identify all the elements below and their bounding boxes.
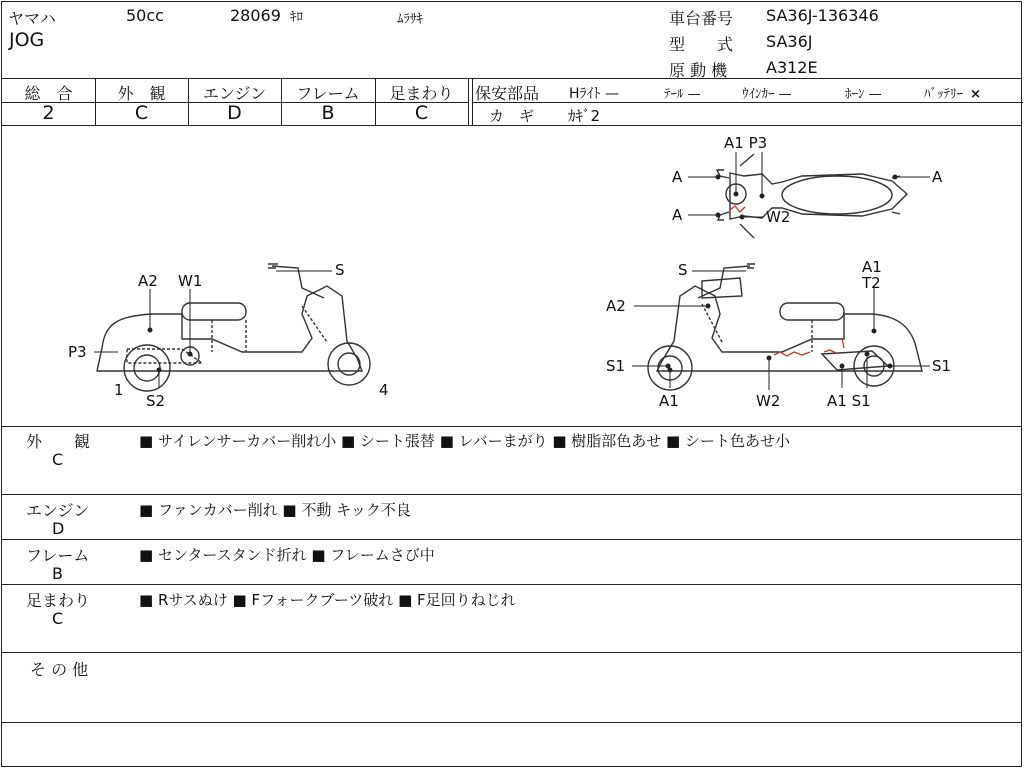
section-frame-label: フレーム	[26, 546, 90, 565]
displacement: 50cc	[126, 6, 164, 25]
divider	[2, 78, 1021, 79]
battery-mark: ×	[970, 87, 982, 102]
label-right-a1s1: A1 S1	[827, 392, 871, 410]
divider	[2, 426, 1021, 427]
engine-label: 原 動 機	[669, 61, 728, 80]
section-other-label: そ の 他	[30, 660, 89, 679]
section-exterior-label: 外 観	[26, 432, 91, 451]
divider	[2, 494, 1021, 495]
damage-mark-right-floor	[774, 352, 810, 356]
frame-grade: B	[321, 102, 335, 124]
overall-grade: 2	[42, 102, 55, 124]
section-suspension-grade: C	[52, 609, 64, 628]
key-value: ｶｷﾞ2	[568, 107, 601, 125]
section-exterior-text: ■ サイレンサーカバー削れ小 ■ シート張替 ■ レバーまがり ■ 樹脂部色あせ ■ シート色あせ小	[139, 432, 791, 450]
label-right-a1: A1	[862, 258, 882, 276]
divider	[468, 78, 469, 125]
label-right-s1-right: S1	[932, 357, 952, 375]
section-engine-text: ■ ファンカバー削れ ■ 不動 キック不良	[139, 501, 411, 519]
safety-winker: ｳｲﾝｶｰ —	[742, 87, 792, 102]
top-view	[717, 154, 907, 238]
divider	[2, 539, 1021, 540]
section-suspension-text: ■ Rサスぬけ ■ Fフォークブーツ破れ ■ F足回りねじれ	[139, 591, 516, 609]
section-frame-grade: B	[52, 564, 63, 583]
label-left-4: 4	[379, 381, 389, 399]
safety-battery-label: ﾊﾞｯﾃﾘｰ	[924, 87, 963, 102]
section-engine-grade: D	[52, 519, 65, 538]
maker: ヤマハ	[8, 9, 56, 28]
frame-grade-label: フレーム	[296, 84, 360, 103]
mileage-unit: ｷﾛ	[290, 10, 303, 25]
frame-no: SA36J-136346	[766, 6, 879, 25]
label-top-a-tl: A	[672, 168, 683, 186]
label-top-a1p3: A1 P3	[724, 134, 768, 152]
exterior-label: 外 観	[117, 84, 166, 103]
label-left-s2: S2	[146, 392, 166, 410]
label-right-s: S	[678, 261, 688, 279]
suspension-grade-label: 足まわり	[389, 84, 454, 103]
divider	[472, 102, 1023, 103]
divider	[2, 722, 1021, 723]
color: ﾑﾗｻｷ	[397, 12, 423, 27]
type-value: SA36J	[766, 32, 813, 51]
section-exterior-grade: C	[52, 450, 64, 469]
label-left-a2: A2	[138, 272, 158, 290]
label-top-a-r: A	[932, 168, 943, 186]
damage-marks	[730, 206, 844, 356]
safety-headlight: Hﾗｲﾄ —	[569, 86, 619, 102]
right-side-view	[648, 264, 922, 390]
label-left-p3: P3	[68, 343, 87, 361]
section-suspension-label: 足まわり	[26, 591, 91, 610]
mileage-value: 28069	[230, 6, 281, 25]
mileage	[230, 6, 303, 25]
label-left-1: 1	[114, 381, 124, 399]
label-top-w2: W2	[766, 208, 791, 226]
label-top-a-bl: A	[672, 206, 683, 224]
divider	[2, 584, 1021, 585]
label-right-t2: T2	[862, 274, 881, 292]
engine-grade: D	[227, 102, 242, 124]
safety-parts-label: 保安部品	[475, 84, 540, 103]
frame-no-label: 車台番号	[669, 9, 734, 28]
engine-grade-label: エンジン	[202, 84, 267, 103]
key-label: カ ギ	[489, 107, 535, 125]
engine-value: A312E	[766, 58, 818, 77]
label-right-a2: A2	[606, 297, 626, 315]
suspension-grade: C	[414, 102, 429, 124]
exterior-grade: C	[134, 102, 149, 124]
overall-label: 総 合	[24, 84, 73, 103]
type-label: 型 式	[669, 35, 734, 54]
section-engine-label: エンジン	[26, 501, 90, 520]
safety-horn: ﾎｰﾝ —	[845, 87, 882, 102]
inspection-sheet	[1, 1, 1022, 767]
safety-battery	[924, 83, 981, 102]
label-left-s: S	[335, 261, 345, 279]
damage-mark-right-cover	[824, 350, 836, 353]
label-right-s1-left: S1	[606, 357, 626, 375]
label-right-w2: W2	[756, 392, 781, 410]
divider	[472, 78, 473, 125]
divider	[2, 652, 1021, 653]
model-name: JOG	[9, 29, 45, 51]
section-frame-text: ■ センタースタンド折れ ■ フレームさび中	[139, 546, 435, 564]
label-right-a1-bottom: A1	[659, 392, 679, 410]
damage-mark-top	[730, 206, 745, 212]
label-left-w1: W1	[178, 272, 203, 290]
safety-tail: ﾃｰﾙ —	[664, 87, 701, 102]
scooter-damage-diagram	[2, 126, 1023, 426]
